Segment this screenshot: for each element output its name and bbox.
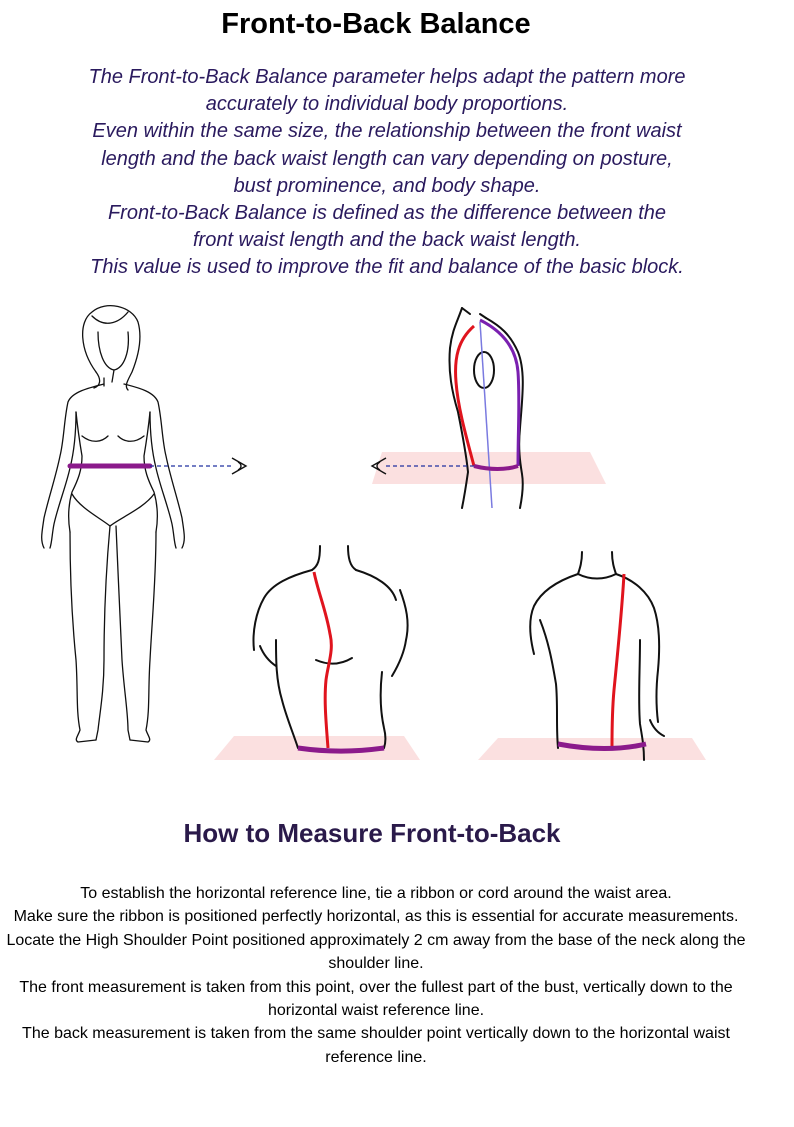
instruction-line: To establish the horizontal reference line, tie a ribbon or cord around the waist area. (80, 885, 672, 902)
how-to-title: How to Measure Front-to-Back (183, 818, 561, 848)
instruction-line: shoulder line. (328, 955, 424, 973)
intro-line: Even within the same size, the relationship between the front waist (92, 120, 682, 143)
front-torso-illustration (214, 546, 420, 760)
intro-line: front waist length and the back waist length. (192, 229, 581, 252)
page-title: Front-to-Back Balance (221, 8, 531, 40)
intro-line: Front-to-Back Balance is defined as the difference between the (107, 202, 667, 225)
full-figure-illustration (42, 306, 185, 742)
instruction-line: The front measurement is taken from this point, over the fullest part of the bust, vertically down to the (19, 978, 733, 996)
intro-line: accurately to individual body proportions. (205, 93, 569, 116)
intro-line: This value is used to improve the fit and balance of the basic block. (90, 256, 684, 279)
intro-line: bust prominence, and body shape. (233, 174, 541, 197)
eye-icon (232, 458, 246, 474)
intro-line: The Front-to-Back Balance parameter helps adapt the pattern more (88, 66, 686, 88)
instruction-line: horizontal waist reference line. (267, 1002, 485, 1020)
instruction-line: Locate the High Shoulder Point positioned approximately 2 cm away from the base of the neck along the (6, 931, 746, 949)
how-to-instructions (0, 882, 752, 1069)
instruction-line: reference line. (325, 1048, 427, 1066)
instruction-line: Make sure the ribbon is positioned perfectly horizontal, as this is essential for accurate measurements. (13, 908, 739, 926)
side-torso-illustration (372, 308, 606, 508)
intro-line: length and the back waist length can vary depending on posture, (101, 147, 673, 170)
back-torso-illustration (478, 552, 706, 760)
back-measure-line (612, 574, 624, 746)
instruction-line: The back measurement is taken from the same shoulder point vertically down to the horizontal waist (22, 1025, 730, 1043)
